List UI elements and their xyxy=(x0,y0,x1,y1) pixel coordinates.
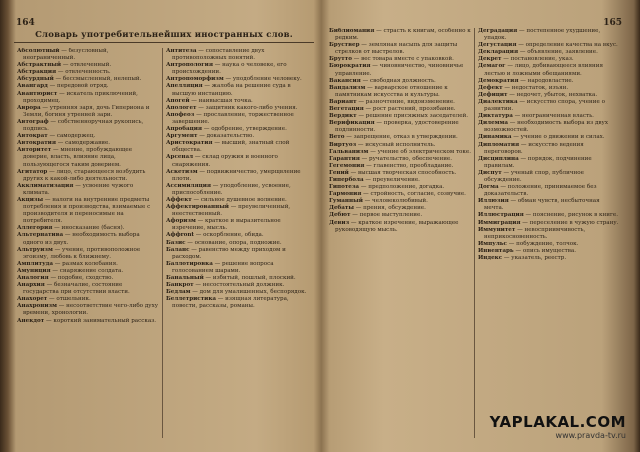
entry-term: Альтруизм xyxy=(17,246,53,253)
entry-term: Дебаты xyxy=(329,205,354,212)
entry-definition: — объявление, заявление. xyxy=(518,49,598,56)
entry-term: Автограф xyxy=(17,118,49,125)
entry-definition: — наука о человеке, его происхождении. xyxy=(172,62,287,76)
entry-term: Аллегория xyxy=(17,225,53,232)
dictionary-entry xyxy=(17,83,159,90)
dictionary-entry xyxy=(166,247,307,261)
entry-term: Базис xyxy=(166,239,186,246)
entry-definition: — искатель приключений, проходимец. xyxy=(23,90,138,104)
entry-definition: — безусловный, неограниченный. xyxy=(23,48,109,62)
entry-term: Аристократия xyxy=(166,140,213,147)
entry-definition: — одобрение, утверждение. xyxy=(202,126,287,133)
entry-definition: — мнение, пробуждающее доверие, власть, влияние лица, пользующегося таким доверием. xyxy=(23,147,133,168)
entry-definition: — народовластие. xyxy=(518,77,574,84)
entry-definition: — дом для умалишенных, беспорядок. xyxy=(190,289,307,296)
dictionary-entry xyxy=(166,232,307,239)
entry-definition: — искусство спора, учение о развитии. xyxy=(484,98,605,113)
entry-term: Арсенал xyxy=(166,154,194,161)
dictionary-entry xyxy=(17,147,159,168)
dictionary-entry xyxy=(17,197,159,225)
entry-term: Деградация xyxy=(478,28,518,34)
entry-definition: — размах колебания. xyxy=(53,260,118,267)
right-columns xyxy=(326,28,626,438)
entry-term: Аргумент xyxy=(166,133,198,140)
entry-definition: — необходимость выбора одного из двух. xyxy=(23,232,140,246)
entry-definition: — безначалие, состояние государства при отсутствии власти. xyxy=(23,282,130,296)
entry-term: Абсолютный xyxy=(17,48,60,54)
dictionary-entry xyxy=(478,156,619,170)
entry-definition: — прения, обсуждение. xyxy=(353,205,426,212)
entry-definition: — вес товара вместе с упаковкой. xyxy=(351,56,454,63)
entry-term: Амуниция xyxy=(17,267,51,274)
entry-term: Импульс xyxy=(478,240,507,247)
entry-definition: — человеколюбивый. xyxy=(362,198,428,205)
dictionary-entry xyxy=(166,240,307,247)
entry-definition: — решение вопроса голосованием шарами. xyxy=(172,260,274,274)
watermark-main: YAPLAKAL.COM xyxy=(489,413,626,431)
entry-term: Гипотеза xyxy=(329,184,360,191)
dictionary-entry xyxy=(478,134,619,141)
entry-definition: — преувеличенный, неестественный. xyxy=(172,204,291,218)
dictionary-entry xyxy=(329,134,471,141)
dictionary-entry xyxy=(17,232,159,246)
dictionary-entry xyxy=(478,28,619,42)
entry-definition: — снаряжение солдата. xyxy=(50,267,124,274)
entry-definition: — учение, противоположное эгоизму, любовь к ближнему. xyxy=(23,246,141,260)
entry-term: Акклиматизация xyxy=(17,182,74,189)
dictionary-entry xyxy=(166,105,307,112)
entry-term: Индекс xyxy=(478,255,503,261)
entry-term: Аскетизм xyxy=(166,168,198,175)
entry-definition: — искусный исполнитель. xyxy=(356,141,436,148)
dictionary-entry xyxy=(329,42,471,56)
dictionary-entry xyxy=(166,112,307,126)
entry-definition: — страсть к книгам, особенно к редким. xyxy=(335,28,471,42)
entry-term: Бюрократия xyxy=(329,63,371,70)
entry-definition: — доказательство. xyxy=(197,133,255,140)
dictionary-entry xyxy=(329,78,471,85)
entry-definition: — искусство ведения переговоров. xyxy=(484,141,584,155)
entry-definition: — самодержец. xyxy=(47,133,96,140)
dictionary-entry xyxy=(329,149,471,156)
entry-term: Верификация xyxy=(329,120,375,127)
dictionary-entry xyxy=(478,184,619,198)
dictionary-entry xyxy=(17,268,159,275)
entry-term: Апофеоз xyxy=(166,111,195,118)
dictionary-entry xyxy=(478,99,619,113)
entry-term: Демократия xyxy=(478,77,519,84)
entry-term: Вандализм xyxy=(329,84,366,91)
dictionary-entry xyxy=(329,220,471,234)
dictionary-entry xyxy=(17,318,159,325)
entry-term: Абстракция xyxy=(17,69,57,76)
entry-definition: — утренняя заря, дочь Гипериона и Земли, богиня утренней зари. xyxy=(23,104,150,118)
entry-definition: — оскорбление, обида. xyxy=(193,232,264,239)
entry-term: Диалектика xyxy=(478,98,518,105)
entry-term: Инвентарь xyxy=(478,247,514,254)
dictionary-entry xyxy=(478,78,619,85)
entry-definition: — решение присяжных заседателей. xyxy=(356,113,469,120)
entry-term: Дебют xyxy=(329,212,351,219)
entry-definition: — отшельник. xyxy=(47,296,91,303)
entry-term: Библиомания xyxy=(329,28,375,34)
dictionary-entry xyxy=(166,289,307,296)
dictionary-entry xyxy=(17,91,159,105)
entry-term: Автократ xyxy=(17,133,48,140)
entry-term: Декрет xyxy=(478,56,502,63)
entry-term: Гальванизм xyxy=(329,148,369,155)
entry-definition: — изящная литература, повести, рассказы, романы. xyxy=(172,296,289,310)
entry-definition: — учение о движении и силах. xyxy=(511,134,605,141)
entry-definition: — преувеличение. xyxy=(363,176,420,183)
dictionary-entry xyxy=(329,184,471,191)
entry-term: Апробация xyxy=(166,126,203,133)
dictionary-entry xyxy=(166,98,307,105)
entry-term: Автократия xyxy=(17,140,56,147)
entry-definition: — несоответствие чего-либо духу времени, хронологии. xyxy=(23,303,159,317)
entry-term: Альтернатива xyxy=(17,232,64,239)
watermark xyxy=(490,413,626,440)
entry-definition: — рост растений, прозябание. xyxy=(363,106,456,113)
entry-definition: — проверка, удостоверение подлинности. xyxy=(335,120,459,134)
dictionary-entry xyxy=(17,76,159,83)
entry-definition: — главенство, преобладание. xyxy=(364,162,454,169)
entry-definition: — первое выступление. xyxy=(350,212,423,219)
entry-term: Декларация xyxy=(478,49,519,56)
entry-term: Гегемония xyxy=(329,162,365,169)
entry-term: Беллетристика xyxy=(166,296,216,303)
dictionary-entry xyxy=(17,48,159,62)
entry-term: Вердикт xyxy=(329,113,357,120)
dictionary-entry xyxy=(17,303,159,317)
entry-term: Гармония xyxy=(329,191,362,198)
entry-definition: — ручательство, обеспечение. xyxy=(359,155,453,162)
entry-term: Аналогия xyxy=(17,275,49,281)
entry-term: Абстрактный xyxy=(17,62,62,69)
entry-definition: — неограниченная власть. xyxy=(512,113,594,120)
dictionary-entry xyxy=(17,247,159,261)
entry-term: Бедлам xyxy=(166,289,191,296)
dictionary-entry xyxy=(329,120,471,134)
entry-term: Антропоморфизм xyxy=(166,76,224,83)
entry-definition: — защитник какого-либо учения. xyxy=(196,104,298,111)
entry-definition: — сопоставление двух противоположных понятий. xyxy=(172,48,265,62)
entry-definition: — подобие, сходство. xyxy=(48,275,114,281)
dictionary-entry xyxy=(166,296,307,310)
left-columns xyxy=(14,48,314,438)
entry-definition: — отвлеченность. xyxy=(56,69,111,76)
entry-definition: — ученый спор, публичное обсуждение. xyxy=(484,169,584,183)
entry-term: Демагог xyxy=(478,63,506,70)
entry-term: Дисциплина xyxy=(478,155,519,162)
entry-term: Вегетация xyxy=(329,106,364,113)
dictionary-entry xyxy=(478,63,619,77)
entry-term: Апелляция xyxy=(166,83,203,90)
dictionary-entry xyxy=(166,48,307,62)
right-column-2 xyxy=(474,28,622,438)
entry-definition: — порядок, подчинение правилам. xyxy=(484,155,592,169)
entry-definition: — запрещение, отказ в утверждении. xyxy=(344,134,458,141)
dictionary-entry xyxy=(166,261,307,275)
entry-definition: — чиновничество, чиновничье управление. xyxy=(335,63,464,77)
dictionary-entry xyxy=(478,85,619,92)
entry-term: Вариант xyxy=(329,98,357,105)
entry-term: Анахронизм xyxy=(17,303,57,310)
dictionary-entry xyxy=(329,99,471,106)
entry-term: Аффект xyxy=(166,196,192,203)
dictionary-entry xyxy=(166,83,307,97)
entry-term: Акцизы xyxy=(17,196,44,203)
entry-definition: — свободная должность. xyxy=(360,77,436,84)
dictionary-entry xyxy=(17,183,159,197)
entry-term: Аффектированный xyxy=(166,204,229,211)
entry-definition: — уподобление человеку. xyxy=(223,76,302,83)
entry-term: Гарантия xyxy=(329,155,360,162)
entry-term: Авантюрист xyxy=(17,90,58,97)
right-page-number: 165 xyxy=(603,18,622,28)
entry-term: Апологет xyxy=(166,104,197,111)
entry-term: Апогей xyxy=(166,97,190,104)
entry-definition: — короткий занимательный рассказ. xyxy=(44,317,157,324)
dictionary-entry xyxy=(329,85,471,99)
dictionary-entry xyxy=(478,198,619,212)
entry-term: Банальный xyxy=(166,275,204,281)
entry-definition: — постепенное ухудшение, упадок. xyxy=(484,28,601,42)
entry-definition: — передовой отряд. xyxy=(47,83,109,90)
right-column-1 xyxy=(326,28,474,438)
dictionary-entry xyxy=(329,28,471,42)
right-page xyxy=(326,18,626,438)
dictionary-entry xyxy=(166,154,307,168)
entry-term: Гипербола xyxy=(329,176,364,183)
entry-term: Вакансия xyxy=(329,77,361,84)
entry-definition: — усвоение чужого климата. xyxy=(23,182,134,196)
entry-definition: — краткое изречение, выражающее руководящую мысль. xyxy=(335,219,459,233)
entry-term: Абсурдный xyxy=(17,76,54,83)
entry-definition: — избитый, пошлый, плоский. xyxy=(203,275,296,281)
dictionary-entry xyxy=(166,62,307,76)
entry-definition: — положение, принимаемое без доказательств. xyxy=(484,184,597,198)
entry-term: Аврора xyxy=(17,104,41,111)
left-column-2 xyxy=(162,48,310,438)
entry-term: Брутто xyxy=(329,56,352,63)
entry-definition: — основание, опора, подножие. xyxy=(185,239,282,246)
dictionary-entry xyxy=(329,106,471,113)
dictionary-entry xyxy=(478,170,619,184)
entry-definition: — иносказание (басня). xyxy=(52,225,125,232)
dictionary-entry xyxy=(478,142,619,156)
entry-definition: — равенство между приходом и расходом. xyxy=(172,246,286,260)
entry-definition: — лицо, добивающееся влияния лестью и ложными обещаниями. xyxy=(484,63,604,77)
entry-definition: — учение об электрическом токе. xyxy=(368,148,472,155)
entry-definition: — жалоба на решение суда в высшую инстанцию. xyxy=(172,83,291,97)
dictionary-entry xyxy=(329,156,471,163)
entry-term: Аффront xyxy=(166,232,194,239)
entry-definition: — недостаток, изъян. xyxy=(502,84,569,91)
entry-term: Анахорет xyxy=(17,296,48,303)
dictionary-entry xyxy=(166,140,307,154)
entry-definition: — постановление, указ. xyxy=(501,56,574,63)
dictionary-entry xyxy=(329,163,471,170)
entry-definition: — земляная насыпь для защиты стрелков от выстрелов. xyxy=(335,42,458,56)
dictionary-entry xyxy=(166,197,307,204)
dictionary-entry xyxy=(329,170,471,177)
entry-term: Авангард xyxy=(17,83,48,90)
entry-definition: — прославление, торжественное завершение. xyxy=(172,111,294,125)
left-page xyxy=(14,18,314,438)
entry-term: Баланс xyxy=(166,246,190,253)
entry-definition: — лицо, старающееся возбудить других к какой-либо деятельности. xyxy=(23,168,146,182)
dictionary-entry xyxy=(17,119,159,133)
dictionary-entry xyxy=(329,63,471,77)
entry-definition: — стройность, согласие, созвучие. xyxy=(361,191,466,198)
entry-definition: — высший, знатный слой общества. xyxy=(172,140,290,154)
entry-term: Дефицит xyxy=(478,91,508,98)
entry-term: Иллюстрация xyxy=(478,212,524,219)
entry-definition: — собственноручная рукопись, подпись. xyxy=(23,118,144,133)
entry-term: Диктатура xyxy=(478,113,513,120)
dictionary-entry xyxy=(17,282,159,296)
entry-term: Анархия xyxy=(17,282,45,289)
entry-definition: — наивысшая точка. xyxy=(189,97,253,104)
dictionary-entry xyxy=(478,120,619,134)
entry-term: Агитатор xyxy=(17,168,48,175)
dictionary-entry xyxy=(166,169,307,183)
entry-term: Диспут xyxy=(478,169,502,176)
entry-term: Иммунитет xyxy=(478,226,516,233)
entry-definition: — несостоятельный должник. xyxy=(193,282,285,289)
entry-term: Дипломатия xyxy=(478,141,520,148)
entry-definition: — необходимость выбора из двух возможностей. xyxy=(484,120,608,134)
watermark-sub: www.pravda-tv.ru xyxy=(555,431,626,440)
entry-term: Авторитет xyxy=(17,147,52,154)
entry-term: Банкрот xyxy=(166,282,194,289)
entry-term: Дилемма xyxy=(478,120,508,127)
entry-definition: — невосприимчивость, неприкосновенность. xyxy=(484,226,586,240)
entry-definition: — разночтение, видоизменение. xyxy=(356,98,455,105)
dictionary-entry xyxy=(329,177,471,184)
dictionary-entry xyxy=(478,49,619,56)
dictionary-entry xyxy=(166,204,307,218)
entry-definition: — варварское отношение к памятникам искусства и культуры. xyxy=(335,84,448,98)
entry-definition: — налоги на внутренние предметы потребления и производства, взимаемые с производителя и переносимые на потребителя. xyxy=(23,196,151,225)
dictionary-entry xyxy=(17,261,159,268)
entry-definition: — уподобление, усвоение, приспособление. xyxy=(172,182,291,196)
entry-term: Гуманный xyxy=(329,198,363,205)
dictionary-entry xyxy=(478,241,619,248)
entry-term: Ассимиляция xyxy=(166,182,212,189)
entry-term: Баллотировка xyxy=(166,260,213,267)
dictionary-entry xyxy=(166,126,307,133)
entry-definition: — отвлеченный. xyxy=(61,62,112,69)
dictionary-entry xyxy=(478,255,619,262)
entry-definition: — склад оружия и военного снаряжения. xyxy=(172,154,278,168)
entry-definition: — переселение в чужую страну. xyxy=(520,219,619,226)
entry-term: Антропология xyxy=(166,62,213,69)
left-page-number: 164 xyxy=(16,18,35,28)
entry-definition: — подвижничество, умерщвление плоти. xyxy=(172,168,301,182)
entry-term: Анекдот xyxy=(17,317,45,324)
entry-definition: — бессмысленный, нелепый. xyxy=(53,76,142,83)
dictionary-entry xyxy=(478,92,619,99)
entry-definition: — недочет, убыток, нехватка. xyxy=(507,91,598,98)
entry-definition: — указатель, реестр. xyxy=(502,255,567,261)
entry-term: Догма xyxy=(478,184,499,191)
dictionary-entry xyxy=(329,56,471,63)
entry-definition: — краткое и выразительное изречение, мысль. xyxy=(172,218,281,232)
dictionary-entry xyxy=(329,142,471,149)
dictionary-entry xyxy=(478,227,619,241)
dictionary-entry xyxy=(478,212,619,219)
entry-term: Амплитуда xyxy=(17,260,54,267)
entry-term: Иммиграция xyxy=(478,219,521,226)
dictionary-entry xyxy=(17,133,159,140)
entry-term: Девиз xyxy=(329,219,350,226)
entry-term: Вето xyxy=(329,134,345,141)
entry-definition: — пояснение, рисунок в книге. xyxy=(523,212,619,219)
dictionary-entry xyxy=(17,169,159,183)
entry-definition: — побуждение, толчок. xyxy=(506,240,579,247)
dictionary-entry xyxy=(478,248,619,255)
entry-definition: — самодержавие. xyxy=(55,140,111,147)
entry-term: Динамика xyxy=(478,134,512,141)
left-column-1 xyxy=(14,48,162,438)
dictionary-entry xyxy=(166,133,307,140)
dictionary-entry xyxy=(478,220,619,227)
entry-term: Бруствер xyxy=(329,42,360,49)
entry-term: Антитеза xyxy=(166,48,197,54)
entry-term: Афоризм xyxy=(166,218,196,225)
dictionary-entry xyxy=(166,218,307,232)
entry-definition: — высшая творческая способность. xyxy=(348,169,457,176)
dictionary-entry xyxy=(329,212,471,219)
entry-definition: — определение качества на вкус. xyxy=(516,42,618,49)
entry-term: Виртуоз xyxy=(329,141,357,148)
entry-definition: — предположение, догадка. xyxy=(359,184,445,191)
entry-term: Гений xyxy=(329,169,349,176)
dictionary-entry xyxy=(166,275,307,282)
dictionary-entry xyxy=(17,105,159,119)
entry-definition: — опись имущества. xyxy=(513,247,577,254)
entry-definition: — сильное душевное волнение. xyxy=(191,196,287,203)
dictionary-title: Словарь употребительнейших иностранных слов. xyxy=(14,30,314,43)
entry-term: Иллюзия xyxy=(478,198,509,205)
entry-definition: — обман чувств, несбыточная мечта. xyxy=(484,198,600,212)
entry-term: Дефект xyxy=(478,84,503,91)
dictionary-entry xyxy=(166,183,307,197)
entry-term: Дегустация xyxy=(478,42,517,49)
